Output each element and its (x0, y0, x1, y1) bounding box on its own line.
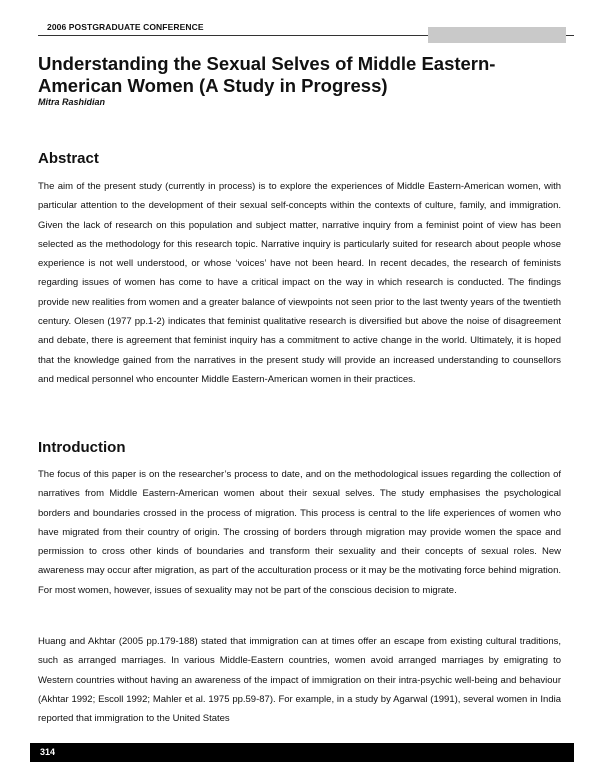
conference-header: 2006 POSTGRADUATE CONFERENCE (47, 22, 204, 32)
abstract-heading: Abstract (38, 150, 99, 167)
page-number: 314 (40, 747, 56, 757)
introduction-paragraph-1: The focus of this paper is on the researcher’s process to date, and on the methodological issues regarding the collection of narratives from Middle Eastern-American women about their sexual selves. The study emphasises the psychological borders and boundaries crossed in the process of migration. This process is central to the life experiences of women who have migrated from their country of origin. The crossing of borders through migration may provide women the space and permission to cross other kinds of boundaries and transform their sexuality and their concepts of sexual roles. New awareness may occur after migration, as part of the acculturation process or it may be the motivating force behind migration. For most women, however, issues of sexuality may not be part of the conscious decision to migrate. (38, 469, 561, 596)
header-shaded-box (428, 27, 566, 43)
article-title: Understanding the Sexual Selves of Middle Eastern-American Women (A Study in Progress) (38, 53, 496, 96)
footer-bar (30, 743, 574, 762)
introduction-paragraph-2: Huang and Akhtar (2005 pp.179-188) stated that immigration can at times offer an escape from existing cultural traditions, such as arranged marriages. In various Middle-Eastern countries, women avoid arranged marriages by emigrating to Western countries without having an awareness of the impact of immigration on their intra-psychic well-being and behaviour (Akhtar 1992; Escoll 1992; Mahler et al. 1975 pp.59-87). For example, in a study by Agarwal (1991), several women in India reported that immigration to the United States (38, 636, 561, 725)
author-name: Mitra Rashidian (38, 97, 106, 107)
introduction-heading: Introduction (38, 439, 126, 456)
abstract-paragraph: The aim of the present study (currently in process) is to explore the experiences of Middle Eastern-American women, with particular attention to the development of their sexual self-concepts within the contexts of culture, family, and immigration. Given the lack of research on this population and subject matter, narrative inquiry from a feminist point of view has been selected as the methodology for this research topic. Narrative inquiry is particularly suited for research about people whose experience is not well understood, or whose ‘voices’ have not been heard. In recent decades, the research of feminists regarding issues of women has come to have a critical impact on the way in which research is conducted. The findings provide new realities from women and a greater balance of viewpoints not seen prior to the last twenty years of the twentieth century. Olesen (1977 pp.1-2) indicates that feminist qualitative research is diversified but above the noise of disagreement and debate, there is agreement that feminist inquiry has a commitment to active change in the world. Ultimately, it is hoped that the knowledge gained from the narratives in the present study will provide an increased understanding to counsellors and medical personnel who encounter Middle Eastern-American women in their practices. (38, 181, 561, 385)
